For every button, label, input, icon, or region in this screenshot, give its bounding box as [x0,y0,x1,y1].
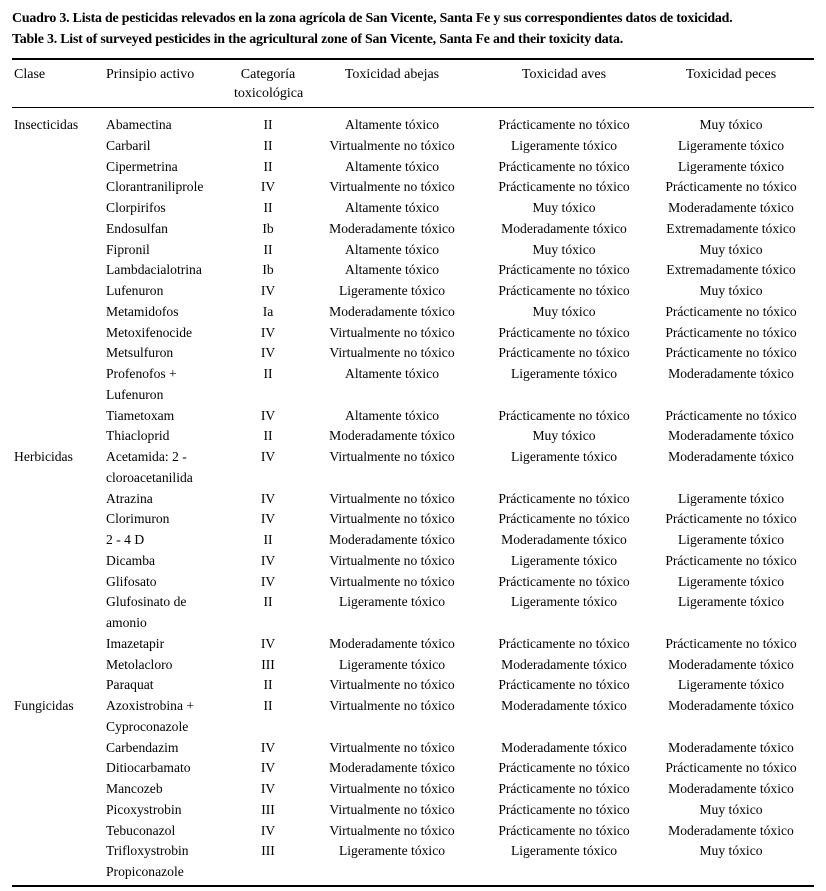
cell-toxicidad-abejas: Ligeramente tóxico [338,283,446,298]
table-row [12,177,814,198]
cell-clase: Fungicidas [14,698,74,713]
table-row [12,530,814,551]
cell-categoria-toxicologica: III [261,656,275,672]
cell-toxicidad-peces: Muy tóxico [699,801,763,817]
cell-categoria-toxicologica: IV [260,324,276,340]
table-head [12,59,814,108]
table-row [12,447,814,489]
table-row [12,821,814,842]
cell-toxicidad-abejas: Altamente tóxico [345,158,439,174]
cell-clase [12,489,104,510]
col-header-toxicidad-peces: Toxicidad peces [648,59,814,108]
cell-toxicidad-aves: Prácticamente no tóxico [498,677,630,693]
cell-categoria-toxicologica: III [261,801,275,817]
table-row [12,108,814,136]
cell-toxicidad-peces: Muy tóxico [699,283,763,298]
cell-principio-activo: 2 - 4 D [106,532,145,547]
cell-toxicidad-abejas: Virtualmente no tóxico [329,324,455,340]
cell-toxicidad-abejas: Altamente tóxico [345,407,439,423]
table-body [12,108,814,886]
cell-categoria-toxicologica: IV [260,345,276,361]
cell-clase [12,177,104,198]
cell-principio-activo: Clorimuron [106,511,170,527]
table-row [12,157,814,178]
cell-categoria-toxicologica: Ib [262,262,274,278]
cell-principio-activo: Clorpirifos [106,200,166,215]
table-row [12,592,814,634]
cell-toxicidad-aves: Ligeramente tóxico [510,366,618,381]
cell-toxicidad-aves: Muy tóxico [532,428,596,444]
cell-principio-activo: Fipronil [106,241,150,257]
cell-toxicidad-aves: Prácticamente no tóxico [498,573,630,589]
cell-toxicidad-peces: Prácticamente no tóxico [665,407,797,423]
cell-clase [12,302,104,323]
cell-clase [12,136,104,157]
cell-toxicidad-aves: Moderadamente tóxico [501,698,627,713]
cell-principio-activo: Ditiocarbamato [106,760,191,776]
cell-principio-activo: Atrazina [106,490,153,506]
cell-principio-activo: Paraquat [106,677,154,693]
cell-toxicidad-abejas: Virtualmente no tóxico [329,739,455,755]
cell-toxicidad-aves: Ligeramente tóxico [510,843,618,859]
cell-toxicidad-abejas: Moderadamente tóxico [329,220,455,236]
cell-clase [12,157,104,178]
cell-clase [12,821,104,842]
cell-toxicidad-abejas: Virtualmente no tóxico [329,552,455,568]
cell-clase [12,779,104,800]
cell-categoria-toxicologica: IV [260,490,276,506]
cell-categoria-toxicologica: IV [260,511,276,527]
cell-categoria-toxicologica: IV [260,407,276,423]
cell-principio-activo: Abamectina [106,117,172,132]
cell-clase [12,841,104,886]
table-row [12,572,814,593]
cell-toxicidad-aves: Prácticamente no tóxico [498,345,630,361]
cell-principio-activo: Tiametoxam [106,407,175,423]
cell-categoria-toxicologica: IV [260,449,276,464]
table-row [12,800,814,821]
cell-categoria-toxicologica: II [263,698,273,713]
cell-categoria-toxicologica: IV [260,573,276,589]
cell-toxicidad-abejas: Altamente tóxico [345,200,439,215]
cell-principio-activo: Glifosato [106,573,157,589]
cell-categoria-toxicologica: IV [260,822,276,838]
table-row [12,696,814,738]
cell-principio-activo: Metoxifenocide [106,324,193,340]
col-header-principio-activo: Prinsipio activo [104,59,232,108]
cell-toxicidad-peces: Moderadamente tóxico [668,449,794,464]
cell-toxicidad-aves: Ligeramente tóxico [510,137,618,153]
cell-principio-activo: Metamidofos [106,303,179,319]
cell-toxicidad-peces: Ligeramente tóxico [677,594,785,610]
cell-clase [12,551,104,572]
cell-clase [12,343,104,364]
cell-toxicidad-abejas: Virtualmente no tóxico [329,511,455,527]
cell-toxicidad-peces: Ligeramente tóxico [677,573,785,589]
cell-categoria-toxicologica: II [263,137,273,153]
cell-categoria-toxicologica: II [263,366,273,381]
cell-principio-activo: Profenofos + Lufenuron [106,366,177,402]
cell-toxicidad-aves: Prácticamente no tóxico [498,822,630,838]
cell-toxicidad-peces: Prácticamente no tóxico [665,324,797,340]
cell-categoria-toxicologica: IV [260,760,276,776]
cell-toxicidad-aves: Prácticamente no tóxico [498,781,630,796]
cell-toxicidad-aves: Moderadamente tóxico [501,220,627,236]
cell-toxicidad-peces: Moderadamente tóxico [668,200,794,215]
cell-categoria-toxicologica: IV [260,781,276,796]
table-row [12,240,814,261]
cell-clase [12,364,104,406]
cell-toxicidad-peces: Muy tóxico [699,241,763,257]
table-row [12,779,814,800]
col-header-categoria-toxicologica: Categoría toxicológica [232,59,304,108]
cell-categoria-toxicologica: III [261,843,275,859]
table-row [12,343,814,364]
cell-toxicidad-abejas: Ligeramente tóxico [338,594,446,610]
cell-toxicidad-peces: Extremadamente tóxico [666,220,796,236]
table-header-row [12,59,814,108]
cell-toxicidad-abejas: Moderadamente tóxico [329,760,455,776]
cell-clase [12,592,104,634]
cell-principio-activo: Dicamba [106,552,156,568]
cell-toxicidad-abejas: Virtualmente no tóxico [329,345,455,361]
cell-principio-activo: Endosulfan [106,220,168,236]
cell-clase [12,240,104,261]
cell-toxicidad-abejas: Moderadamente tóxico [329,303,455,319]
cell-toxicidad-abejas: Moderadamente tóxico [329,428,455,444]
cell-clase: Herbicidas [14,449,73,464]
table-row [12,323,814,344]
table-row [12,364,814,406]
cell-clase: Insecticidas [14,117,79,132]
cell-toxicidad-abejas: Altamente tóxico [345,366,439,381]
cell-clase [12,260,104,281]
cell-categoria-toxicologica: II [263,117,273,132]
cell-principio-activo: Metsulfuron [106,345,174,361]
table-row [12,489,814,510]
cell-toxicidad-aves: Moderadamente tóxico [501,656,627,672]
caption-english: Table 3. List of surveyed pesticides in the agricultural zone of San Vicente, Santa Fe and their toxicity data. [12,31,623,47]
cell-toxicidad-aves: Prácticamente no tóxico [498,635,630,651]
cell-categoria-toxicologica: II [263,594,273,610]
cell-principio-activo: Azoxistrobina + Cyproconazole [106,698,195,734]
cell-toxicidad-abejas: Virtualmente no tóxico [329,490,455,506]
table-row [12,136,814,157]
cell-clase [12,634,104,655]
cell-toxicidad-abejas: Altamente tóxico [345,117,439,132]
table-row [12,551,814,572]
cell-toxicidad-peces: Prácticamente no tóxico [665,511,797,527]
cell-clase [12,281,104,302]
pesticide-toxicity-table [12,58,814,887]
cell-principio-activo: Carbaril [106,137,151,153]
caption-spanish: Cuadro 3. Lista de pesticidas relevados en la zona agrícola de San Vicente, Santa Fe y sus correspondientes datos de toxicidad. [12,11,733,26]
cell-toxicidad-aves: Moderadamente tóxico [501,739,627,755]
cell-toxicidad-aves: Prácticamente no tóxico [498,490,630,506]
cell-principio-activo: Carbendazim [106,739,179,755]
cell-toxicidad-aves: Prácticamente no tóxico [498,760,630,776]
cell-toxicidad-abejas: Virtualmente no tóxico [329,698,455,713]
cell-toxicidad-peces: Prácticamente no tóxico [665,552,797,568]
cell-toxicidad-aves: Prácticamente no tóxico [498,158,630,174]
cell-toxicidad-abejas: Moderadamente tóxico [329,635,455,651]
cell-toxicidad-aves: Prácticamente no tóxico [498,801,630,817]
cell-toxicidad-aves: Prácticamente no tóxico [498,262,630,278]
cell-clase [12,406,104,427]
cell-clase [12,675,104,696]
cell-toxicidad-aves: Ligeramente tóxico [510,449,618,464]
cell-categoria-toxicologica: II [263,200,273,215]
cell-toxicidad-peces: Extremadamente tóxico [666,262,796,278]
col-header-toxicidad-abejas: Toxicidad abejas [304,59,480,108]
cell-principio-activo: Lambdacialotrina [106,262,202,278]
table-row [12,426,814,447]
table-row [12,655,814,676]
cell-clase [12,323,104,344]
cell-categoria-toxicologica: II [263,158,273,174]
cell-principio-activo: Glufosinato de amonio [106,594,187,630]
cell-categoria-toxicologica: Ia [262,303,274,319]
cell-toxicidad-aves: Prácticamente no tóxico [498,511,630,527]
cell-toxicidad-abejas: Altamente tóxico [345,262,439,278]
cell-toxicidad-peces: Muy tóxico [699,843,763,859]
table-row [12,219,814,240]
cell-categoria-toxicologica: IV [260,552,276,568]
cell-toxicidad-peces: Prácticamente no tóxico [665,635,797,651]
cell-principio-activo: Thiacloprid [106,428,170,444]
table-row [12,281,814,302]
cell-toxicidad-peces: Prácticamente no tóxico [665,760,797,776]
cell-toxicidad-peces: Ligeramente tóxico [677,677,785,693]
table-row [12,302,814,323]
cell-categoria-toxicologica: IV [260,283,276,298]
cell-toxicidad-abejas: Virtualmente no tóxico [329,573,455,589]
cell-clase [12,530,104,551]
cell-toxicidad-abejas: Virtualmente no tóxico [329,801,455,817]
cell-principio-activo: Imazetapir [106,635,165,651]
cell-toxicidad-aves: Prácticamente no tóxico [498,324,630,340]
cell-principio-activo: Clorantraniliprole [106,179,204,195]
cell-toxicidad-abejas: Moderadamente tóxico [329,532,455,547]
cell-clase [12,758,104,779]
cell-toxicidad-peces: Muy tóxico [699,117,763,132]
cell-toxicidad-aves: Prácticamente no tóxico [498,407,630,423]
table-row [12,260,814,281]
cell-toxicidad-peces: Moderadamente tóxico [668,698,794,713]
table-row [12,198,814,219]
cell-principio-activo: Tebuconazol [106,822,176,838]
cell-categoria-toxicologica: II [263,532,273,547]
cell-categoria-toxicologica: II [263,241,273,257]
cell-principio-activo: Metolacloro [106,656,173,672]
cell-toxicidad-peces: Ligeramente tóxico [677,532,785,547]
col-header-clase: Clase [12,59,104,108]
cell-categoria-toxicologica: Ib [262,220,274,236]
table-row [12,675,814,696]
table-row [12,634,814,655]
cell-principio-activo: Trifloxystrobin Propiconazole [106,843,189,879]
cell-toxicidad-abejas: Virtualmente no tóxico [329,179,455,195]
cell-categoria-toxicologica: IV [260,739,276,755]
table-row [12,758,814,779]
cell-principio-activo: Cipermetrina [106,158,178,174]
cell-toxicidad-abejas: Virtualmente no tóxico [329,781,455,796]
cell-toxicidad-aves: Muy tóxico [532,200,596,215]
cell-toxicidad-abejas: Virtualmente no tóxico [329,137,455,153]
cell-toxicidad-aves: Muy tóxico [532,303,596,319]
cell-categoria-toxicologica: II [263,428,273,444]
cell-principio-activo: Picoxystrobin [106,801,182,817]
table-row [12,509,814,530]
cell-categoria-toxicologica: II [263,677,273,693]
cell-toxicidad-peces: Moderadamente tóxico [668,656,794,672]
table-row [12,406,814,427]
cell-toxicidad-abejas: Altamente tóxico [345,241,439,257]
cell-clase [12,738,104,759]
cell-principio-activo: Lufenuron [106,283,164,298]
cell-toxicidad-aves: Moderadamente tóxico [501,532,627,547]
cell-toxicidad-peces: Prácticamente no tóxico [665,303,797,319]
cell-toxicidad-peces: Moderadamente tóxico [668,822,794,838]
cell-toxicidad-abejas: Virtualmente no tóxico [329,822,455,838]
cell-toxicidad-peces: Prácticamente no tóxico [665,345,797,361]
cell-toxicidad-abejas: Virtualmente no tóxico [329,677,455,693]
cell-toxicidad-aves: Ligeramente tóxico [510,594,618,610]
cell-principio-activo: Mancozeb [106,781,163,796]
cell-toxicidad-peces: Ligeramente tóxico [677,158,785,174]
cell-toxicidad-aves: Ligeramente tóxico [510,552,618,568]
cell-toxicidad-abejas: Virtualmente no tóxico [329,449,455,464]
cell-clase [12,426,104,447]
cell-clase [12,509,104,530]
col-header-toxicidad-aves: Toxicidad aves [480,59,648,108]
cell-toxicidad-peces: Prácticamente no tóxico [665,179,797,195]
cell-toxicidad-abejas: Ligeramente tóxico [338,656,446,672]
cell-clase [12,655,104,676]
cell-toxicidad-peces: Ligeramente tóxico [677,490,785,506]
cell-clase [12,198,104,219]
cell-categoria-toxicologica: IV [260,635,276,651]
cell-toxicidad-aves: Prácticamente no tóxico [498,179,630,195]
cell-toxicidad-peces: Moderadamente tóxico [668,739,794,755]
cell-toxicidad-peces: Moderadamente tóxico [668,366,794,381]
cell-toxicidad-peces: Moderadamente tóxico [668,781,794,796]
table-row [12,841,814,886]
cell-toxicidad-peces: Moderadamente tóxico [668,428,794,444]
cell-clase [12,572,104,593]
cell-categoria-toxicologica: IV [260,179,276,195]
cell-toxicidad-abejas: Ligeramente tóxico [338,843,446,859]
cell-clase [12,219,104,240]
cell-toxicidad-aves: Prácticamente no tóxico [498,117,630,132]
table-row [12,738,814,759]
table-caption [12,9,814,50]
cell-toxicidad-aves: Muy tóxico [532,241,596,257]
cell-clase [12,800,104,821]
cell-principio-activo: Acetamida: 2 - cloroacetanilida [106,449,193,485]
cell-toxicidad-aves: Prácticamente no tóxico [498,283,630,298]
cell-toxicidad-peces: Ligeramente tóxico [677,137,785,153]
